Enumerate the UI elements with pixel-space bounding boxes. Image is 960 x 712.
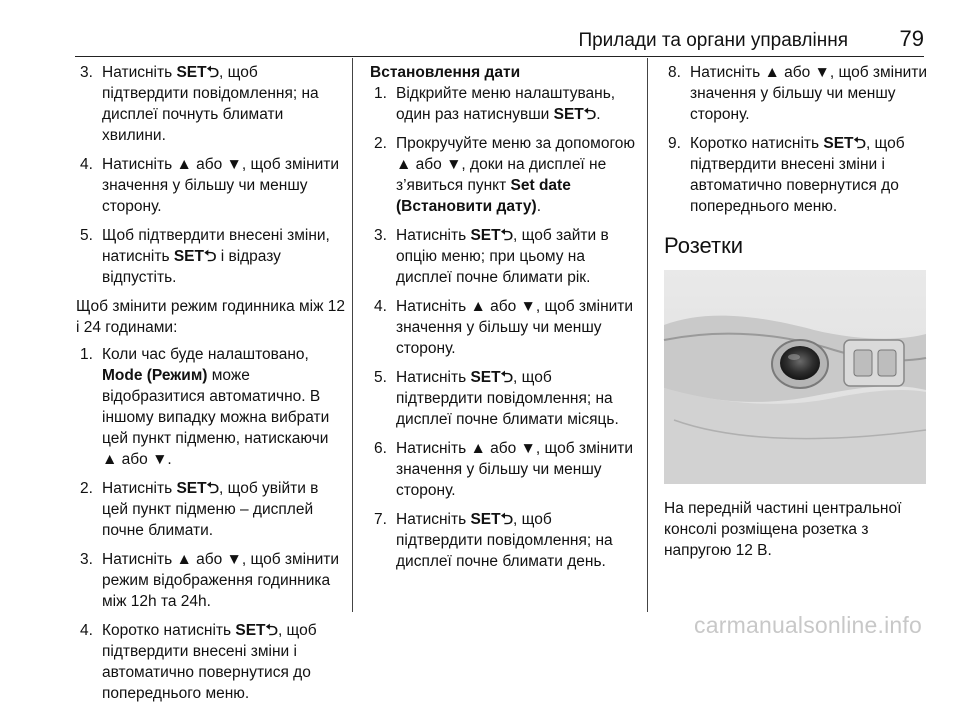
list-item [76, 549, 348, 612]
item-text-end: . [536, 198, 542, 215]
item-bold-text: SET⮌ [176, 480, 220, 497]
item-number: 1. [80, 346, 93, 363]
list-item [370, 438, 638, 501]
item-text: Відкрийте меню налаштувань, один раз натиснувши [396, 85, 616, 123]
list-item [370, 367, 638, 430]
item-number: 3. [80, 64, 93, 81]
item-text: Коли час буде налаштовано, [102, 346, 309, 363]
watermark: carmanualsonline.info [694, 612, 922, 638]
item-text-end: , щоб підтвердити повідомлення; на дисплеї почне блимати місяць. [396, 369, 619, 428]
item-number: 6. [374, 440, 387, 457]
list-item [370, 225, 638, 288]
item-number: 2. [80, 480, 93, 497]
item-text: Натисніть [102, 480, 177, 497]
item-text: Натисніть [396, 227, 471, 244]
item-number: 5. [374, 369, 387, 386]
item-text-end: . [596, 106, 601, 123]
list-item [76, 344, 348, 470]
column-2 [370, 62, 638, 580]
item-number: 3. [80, 551, 93, 568]
page-header [0, 26, 960, 56]
list-item [76, 478, 348, 541]
item-text-end: , щоб зайти в опцію меню; при цьому на дисплеї почне блимати рік. [396, 227, 609, 286]
item-bold-text: Set date (Встановити дату) [396, 177, 571, 215]
column-1 [76, 62, 348, 712]
header-rule [75, 56, 924, 57]
item-bold-text: SET⮌ [235, 622, 278, 639]
item-number: 8. [668, 64, 681, 81]
item-number: 5. [80, 227, 93, 244]
item-text: Коротко натисніть [690, 135, 824, 152]
item-text-end: , щоб підтвердити повідомлення; на дисплеї почне блимати день. [396, 511, 613, 570]
item-text: Натисніть ▲ або ▼, щоб змінити значення у більшу чи меншу сторону. [690, 64, 928, 123]
item-number: 4. [80, 622, 93, 639]
page-number: 79 [899, 26, 924, 51]
item-bold-text: SET⮌ [553, 106, 597, 123]
item-bold-text: Mode (Режим) [102, 367, 208, 384]
item-text: Натисніть ▲ або ▼, щоб змінити значення у більшу чи меншу сторону. [396, 298, 634, 357]
list-item [76, 225, 348, 288]
item-number: 9. [668, 135, 681, 152]
header-title: Прилади та органи управління [578, 30, 848, 51]
list-item [370, 296, 638, 359]
list-item [370, 509, 638, 572]
paragraph-mode-intro: Щоб змінити режим годинника між 12 і 24 годинами: [76, 298, 346, 336]
list-item [76, 154, 348, 217]
item-bold-text: SET⮌ [823, 135, 866, 152]
item-text: Натисніть [102, 64, 177, 81]
item-text-end: і відразу відпустіть. [102, 248, 281, 286]
list-item [76, 620, 348, 704]
console-image-icon [664, 270, 926, 484]
item-number: 4. [80, 156, 93, 173]
item-bold-text: SET⮌ [470, 511, 514, 528]
item-text: Натисніть ▲ або ▼, щоб змінити режим відображення годинника між 12h та 24h. [102, 551, 340, 610]
item-text-end: , щоб увійти в цей пункт підменю – дисплей почне блимати. [102, 480, 319, 539]
photo-caption: На передній частині центральної консолі розміщена розетка з напругою 12 В. [664, 500, 902, 559]
list-item [370, 133, 638, 217]
item-text: Натисніть [396, 369, 471, 386]
item-text: Натисніть ▲ або ▼, щоб змінити значення у більшу чи меншу сторону. [396, 440, 634, 499]
item-number: 1. [374, 85, 387, 102]
power-socket-photo [664, 270, 926, 484]
item-bold-text: SET⮌ [470, 227, 514, 244]
item-text-end: , щоб підтвердити внесені зміни і автоматично повернутися до попереднього меню. [102, 622, 317, 702]
item-number: 2. [374, 135, 387, 152]
item-number: 4. [374, 298, 387, 315]
item-text-end: може відобразитися автоматично. В іншому випадку можна вибрати цей пункт підменю, натискаючи ▲ або ▼. [102, 367, 330, 468]
list-item [76, 62, 348, 146]
item-bold-text: SET⮌ [176, 64, 220, 81]
list-item [664, 133, 934, 217]
item-text: Натисніть ▲ або ▼, щоб змінити значення у більшу чи меншу сторону. [102, 156, 340, 215]
item-bold-text: SET⮌ [470, 369, 514, 386]
list-item [664, 62, 934, 125]
list-item [370, 83, 638, 125]
item-number: 7. [374, 511, 387, 528]
section-title-sockets: Розетки [664, 233, 744, 258]
item-text: Натисніть [396, 511, 471, 528]
item-text: Коротко натисніть [102, 622, 236, 639]
item-number: 3. [374, 227, 387, 244]
item-bold-text: SET⮌ [173, 248, 217, 265]
column-3 [664, 62, 934, 561]
item-text-end: , щоб підтвердити повідомлення; на дисплеї почнуть блимати хвилини. [102, 64, 319, 144]
section-heading-set-date: Встановлення дати [370, 64, 521, 81]
column-divider-2 [647, 58, 648, 612]
item-text-end: , щоб підтвердити внесені зміни і автоматично повернутися до попереднього меню. [690, 135, 905, 215]
item-text: Прокручуйте меню за допомогою ▲ або ▼, доки на дисплеї не з’явиться пункт [396, 135, 636, 194]
column-divider-1 [352, 58, 353, 612]
item-text: Щоб підтвердити внесені зміни, натисніть [102, 227, 330, 265]
